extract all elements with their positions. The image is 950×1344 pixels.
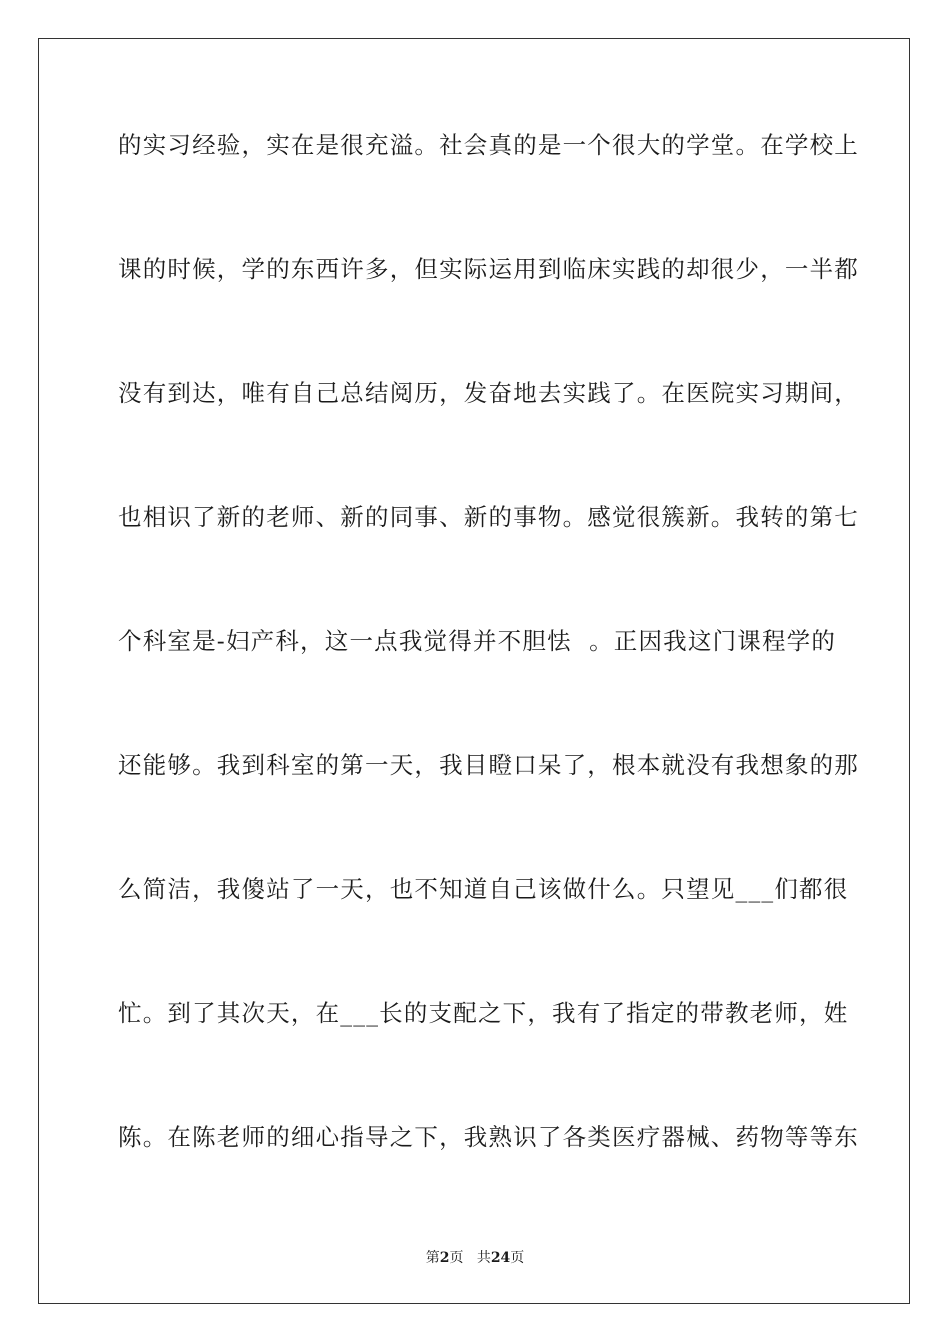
total-pages: 24	[490, 1250, 511, 1266]
text-line-6: 还能够。我到科室的第一天，我目瞪口呆了，根本就没有我想象的那	[118, 751, 859, 779]
text-line-9: 陈。在陈老师的细心指导之下，我熟识了各类医疗器械、药物等等东	[118, 1123, 859, 1151]
text-line-2: 课的时候，学的东西许多，但实际运用到临床实践的却很少，一半都	[118, 255, 859, 283]
text-line-3: 没有到达，唯有自己总结阅历，发奋地去实践了。在医院实习期间，	[118, 379, 859, 407]
page-suffix: 页	[449, 1250, 464, 1266]
text-line-1: 的实习经验，实在是很充溢。社会真的是一个很大的学堂。在学校上	[118, 131, 859, 159]
page-footer	[0, 1248, 950, 1268]
page-number: 2	[439, 1250, 450, 1266]
page-border	[38, 38, 910, 1304]
text-line-7: 么简洁，我傻站了一天，也不知道自己该做什么。只望见___们都很	[118, 875, 849, 903]
text-line-5: 个科室是-妇产科，这一点我觉得并不胆怯 。正因我这门课程学的	[118, 627, 837, 655]
text-line-4: 也相识了新的老师、新的同事、新的事物。感觉很簇新。我转的第七	[118, 503, 859, 531]
text-line-8: 忙。到了其次天，在___长的支配之下，我有了指定的带教老师，姓	[118, 999, 849, 1027]
total-suffix: 页	[510, 1250, 525, 1266]
page-prefix: 第	[425, 1250, 440, 1266]
total-prefix: 共	[476, 1250, 491, 1266]
